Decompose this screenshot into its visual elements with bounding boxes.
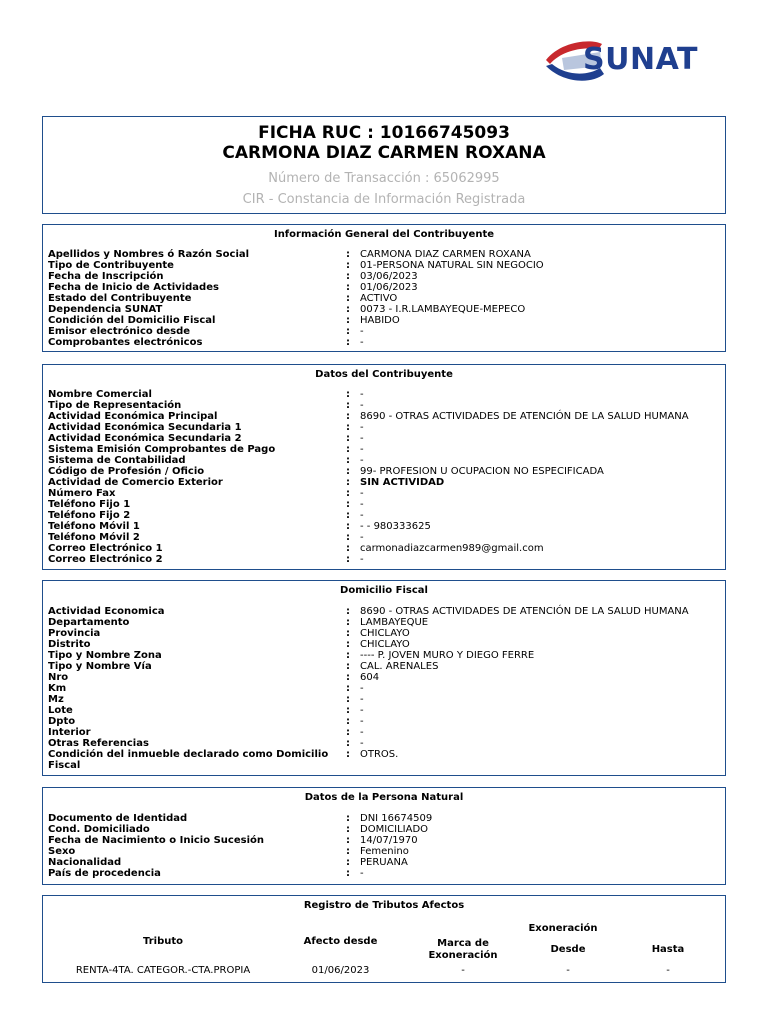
- field-separator: :: [346, 521, 350, 532]
- field-value: 99- PROFESION U OCUPACION NO ESPECIFICADA: [360, 466, 604, 477]
- section-title: Datos de la Persona Natural: [304, 792, 464, 803]
- contribuyente-name: CARMONA DIAZ CARMEN ROXANA: [222, 143, 546, 163]
- field-row: [48, 749, 720, 771]
- field-separator: :: [346, 554, 350, 565]
- field-list: [48, 249, 720, 348]
- field-separator: :: [346, 400, 350, 411]
- sunat-logo-text: SUNAT: [583, 42, 698, 77]
- field-row: [48, 846, 720, 857]
- field-label: Condición del Domicilio Fiscal: [48, 315, 216, 326]
- field-row: [48, 650, 720, 661]
- field-label: Teléfono Móvil 2: [48, 532, 140, 543]
- field-separator: :: [346, 260, 350, 271]
- field-separator: :: [346, 282, 350, 293]
- field-separator: :: [346, 705, 350, 716]
- field-row: [48, 488, 720, 499]
- field-label: Estado del Contribuyente: [48, 293, 192, 304]
- field-value: -: [360, 510, 364, 521]
- field-value: 14/07/1970: [360, 835, 418, 846]
- field-row: [48, 705, 720, 716]
- field-row: [48, 824, 720, 835]
- field-value: Femenino: [360, 846, 409, 857]
- field-row: [48, 694, 720, 705]
- field-separator: :: [346, 639, 350, 650]
- field-label: Correo Electrónico 2: [48, 554, 163, 565]
- field-row: [48, 444, 720, 455]
- field-label: Provincia: [48, 628, 101, 639]
- field-label: Actividad de Comercio Exterior: [48, 477, 223, 488]
- field-value: 8690 - OTRAS ACTIVIDADES DE ATENCIÓN DE LA SALUD HUMANA: [360, 411, 689, 422]
- field-row: [48, 477, 720, 488]
- field-label: Fecha de Inscripción: [48, 271, 164, 282]
- field-label: Mz: [48, 694, 64, 705]
- field-separator: :: [346, 411, 350, 422]
- field-row: [48, 422, 720, 433]
- field-row: [48, 639, 720, 650]
- field-value: HABIDO: [360, 315, 400, 326]
- field-separator: :: [346, 716, 350, 727]
- field-label: Comprobantes electrónicos: [48, 337, 203, 348]
- field-list: [48, 813, 720, 879]
- field-label: Sexo: [48, 846, 76, 857]
- field-value: CARMONA DIAZ CARMEN ROXANA: [360, 249, 531, 260]
- field-label: Actividad Económica Secundaria 2: [48, 433, 242, 444]
- field-row: [48, 466, 720, 477]
- field-separator: :: [346, 672, 350, 683]
- field-label: País de procedencia: [48, 868, 161, 879]
- datos-contribuyente-section: [42, 364, 726, 570]
- field-row: [48, 510, 720, 521]
- field-separator: :: [346, 433, 350, 444]
- field-value: -: [360, 455, 364, 466]
- field-label: Código de Profesión / Oficio: [48, 466, 205, 477]
- field-row: [48, 857, 720, 868]
- field-row: [48, 411, 720, 422]
- field-value: -: [360, 499, 364, 510]
- field-value: OTROS.: [360, 749, 399, 760]
- field-value: -: [360, 488, 364, 499]
- section-title: Domicilio Fiscal: [340, 585, 428, 596]
- field-separator: :: [346, 499, 350, 510]
- field-list: [48, 606, 720, 771]
- cell-marca: -: [461, 965, 465, 976]
- transaction-number: Número de Transacción : 65062995: [268, 171, 500, 186]
- field-separator: :: [346, 389, 350, 400]
- field-value: 604: [360, 672, 380, 683]
- field-value: DNI 16674509: [360, 813, 433, 824]
- field-row: [48, 282, 720, 293]
- field-separator: :: [346, 271, 350, 282]
- field-row: [48, 672, 720, 683]
- cell-afecto-desde: 01/06/2023: [311, 965, 370, 976]
- field-label: Sistema Emisión Comprobantes de Pago: [48, 444, 276, 455]
- field-value: -: [360, 422, 364, 433]
- header-marca-exoneracion: Marca de Exoneración: [428, 938, 498, 961]
- field-label: Tipo y Nombre Zona: [48, 650, 162, 661]
- field-separator: :: [346, 628, 350, 639]
- field-separator: :: [346, 532, 350, 543]
- field-separator: :: [346, 824, 350, 835]
- field-separator: :: [346, 249, 350, 260]
- field-label: Emisor electrónico desde: [48, 326, 191, 337]
- field-separator: :: [346, 727, 350, 738]
- field-value: 01-PERSONA NATURAL SIN NEGOCIO: [360, 260, 544, 271]
- field-label: Documento de Identidad: [48, 813, 188, 824]
- field-separator: :: [346, 444, 350, 455]
- field-value: DOMICILIADO: [360, 824, 429, 835]
- field-value: -: [360, 337, 364, 348]
- field-value: -: [360, 738, 364, 749]
- ficha-header: [42, 116, 726, 214]
- field-row: [48, 628, 720, 639]
- field-label: Sistema de Contabilidad: [48, 455, 186, 466]
- section-title: Registro de Tributos Afectos: [303, 900, 465, 911]
- field-row: [48, 543, 720, 554]
- field-label: Actividad Economica: [48, 606, 165, 617]
- field-row: [48, 249, 720, 260]
- field-label: Nro: [48, 672, 69, 683]
- field-value: - - 980333625: [360, 521, 431, 532]
- field-separator: :: [346, 694, 350, 705]
- ficha-ruc-title: FICHA RUC : 10166745093: [258, 123, 510, 143]
- field-row: [48, 400, 720, 411]
- domicilio-fiscal-section: [42, 580, 726, 776]
- cell-tributo: RENTA-4TA. CATEGOR.-CTA.PROPIA: [75, 965, 251, 976]
- field-label: Actividad Económica Secundaria 1: [48, 422, 242, 433]
- field-value: carmonadiazcarmen989@gmail.com: [360, 543, 544, 554]
- field-separator: :: [346, 749, 350, 760]
- field-separator: :: [346, 510, 350, 521]
- field-value: CAL. ARENALES: [360, 661, 439, 672]
- field-row: [48, 606, 720, 617]
- field-separator: :: [346, 422, 350, 433]
- field-value: -: [360, 868, 364, 879]
- field-value: -: [360, 716, 364, 727]
- field-label: Departamento: [48, 617, 130, 628]
- field-label: Tipo de Representación: [48, 400, 182, 411]
- field-label: Apellidos y Nombres ó Razón Social: [48, 249, 250, 260]
- field-row: [48, 532, 720, 543]
- field-value: PERUANA: [360, 857, 408, 868]
- field-value: -: [360, 532, 364, 543]
- field-label: Lote: [48, 705, 73, 716]
- field-value: -: [360, 683, 364, 694]
- field-row: [48, 337, 720, 348]
- field-row: [48, 433, 720, 444]
- field-row: [48, 738, 720, 749]
- field-label: Otras Referencias: [48, 738, 149, 749]
- field-value: SIN ACTIVIDAD: [360, 477, 445, 488]
- tributos-section: [42, 895, 726, 983]
- field-separator: :: [346, 606, 350, 617]
- field-value: -: [360, 326, 364, 337]
- field-row: [48, 260, 720, 271]
- section-title: Información General del Contribuyente: [273, 229, 495, 240]
- field-label: Km: [48, 683, 67, 694]
- field-label: Teléfono Fijo 1: [48, 499, 131, 510]
- field-separator: :: [346, 738, 350, 749]
- field-value: -: [360, 694, 364, 705]
- field-separator: :: [346, 835, 350, 846]
- field-row: [48, 293, 720, 304]
- field-label: Distrito: [48, 639, 91, 650]
- field-value: -: [360, 705, 364, 716]
- field-label: Número Fax: [48, 488, 116, 499]
- header-tributo: Tributo: [142, 936, 183, 947]
- cir-subtitle: CIR - Constancia de Información Registrada: [242, 192, 526, 207]
- field-value: CHICLAYO: [360, 628, 410, 639]
- field-label: Condición del inmueble declarado como Domicilio Fiscal: [48, 749, 329, 771]
- field-separator: :: [346, 683, 350, 694]
- field-separator: :: [346, 466, 350, 477]
- field-row: [48, 813, 720, 824]
- field-label: Teléfono Móvil 1: [48, 521, 140, 532]
- field-label: Teléfono Fijo 2: [48, 510, 131, 521]
- field-label: Fecha de Inicio de Actividades: [48, 282, 219, 293]
- field-value: 01/06/2023: [360, 282, 418, 293]
- field-separator: :: [346, 315, 350, 326]
- field-separator: :: [346, 617, 350, 628]
- field-separator: :: [346, 868, 350, 879]
- field-value: CHICLAYO: [360, 639, 410, 650]
- field-label: Nacionalidad: [48, 857, 122, 868]
- field-separator: :: [346, 543, 350, 554]
- field-row: [48, 868, 720, 879]
- field-row: [48, 716, 720, 727]
- cell-desde: -: [566, 965, 570, 976]
- field-separator: :: [346, 337, 350, 348]
- field-label: Fecha de Nacimiento o Inicio Sucesión: [48, 835, 264, 846]
- field-row: [48, 661, 720, 672]
- field-value: -: [360, 444, 364, 455]
- field-separator: :: [346, 326, 350, 337]
- field-row: [48, 304, 720, 315]
- persona-natural-section: [42, 787, 726, 885]
- field-label: Correo Electrónico 1: [48, 543, 163, 554]
- field-label: Interior: [48, 727, 91, 738]
- field-row: [48, 683, 720, 694]
- field-label: Tipo de Contribuyente: [48, 260, 174, 271]
- field-separator: :: [346, 293, 350, 304]
- field-label: Nombre Comercial: [48, 389, 152, 400]
- field-row: [48, 389, 720, 400]
- field-separator: :: [346, 455, 350, 466]
- field-list: [48, 389, 720, 565]
- field-row: [48, 554, 720, 565]
- field-label: Cond. Domiciliado: [48, 824, 150, 835]
- field-row: [48, 521, 720, 532]
- field-separator: :: [346, 650, 350, 661]
- field-separator: :: [346, 488, 350, 499]
- field-row: [48, 617, 720, 628]
- field-value: ---- P. JOVEN MURO Y DIEGO FERRE: [360, 650, 535, 661]
- field-value: -: [360, 727, 364, 738]
- field-row: [48, 455, 720, 466]
- field-separator: :: [346, 304, 350, 315]
- field-value: 0073 - I.R.LAMBAYEQUE-MEPECO: [360, 304, 526, 315]
- field-row: [48, 271, 720, 282]
- field-separator: :: [346, 846, 350, 857]
- header-desde: Desde: [550, 944, 586, 955]
- field-value: -: [360, 433, 364, 444]
- field-row: [48, 315, 720, 326]
- field-value: -: [360, 554, 364, 565]
- field-value: 8690 - OTRAS ACTIVIDADES DE ATENCIÓN DE LA SALUD HUMANA: [360, 606, 689, 617]
- cell-hasta: -: [666, 965, 670, 976]
- field-label: Tipo y Nombre Vía: [48, 661, 152, 672]
- section-title: Datos del Contribuyente: [315, 369, 453, 380]
- header-exoneracion: Exoneración: [528, 923, 598, 934]
- field-value: LAMBAYEQUE: [360, 617, 429, 628]
- header-afecto-desde: Afecto desde: [303, 936, 378, 947]
- field-row: [48, 835, 720, 846]
- field-row: [48, 499, 720, 510]
- field-value: -: [360, 389, 364, 400]
- field-row: [48, 326, 720, 337]
- field-separator: :: [346, 813, 350, 824]
- field-value: -: [360, 400, 364, 411]
- field-label: Dpto: [48, 716, 76, 727]
- field-separator: :: [346, 857, 350, 868]
- field-value: ACTIVO: [360, 293, 398, 304]
- info-general-section: [42, 224, 726, 352]
- field-label: Actividad Económica Principal: [48, 411, 218, 422]
- field-row: [48, 727, 720, 738]
- field-label: Dependencia SUNAT: [48, 304, 163, 315]
- field-value: 03/06/2023: [360, 271, 418, 282]
- field-separator: :: [346, 661, 350, 672]
- field-separator: :: [346, 477, 350, 488]
- header-hasta: Hasta: [651, 944, 685, 955]
